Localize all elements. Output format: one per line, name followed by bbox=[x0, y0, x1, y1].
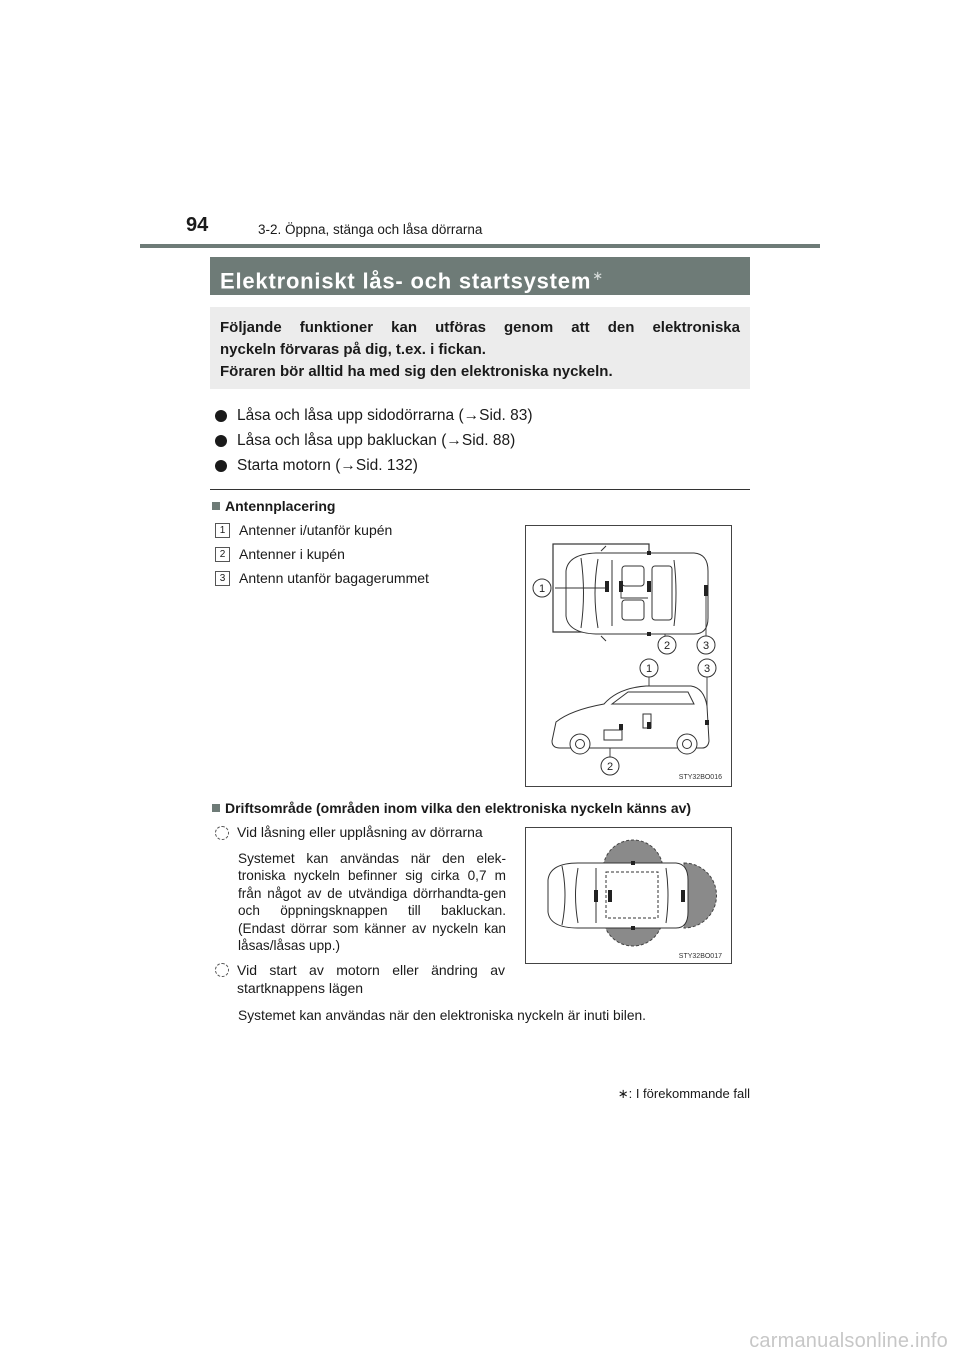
arrow-icon: → bbox=[463, 407, 480, 424]
bullet-icon bbox=[215, 435, 227, 447]
range-figure bbox=[525, 827, 732, 964]
callout-label: 1 bbox=[538, 583, 546, 595]
list-item bbox=[213, 453, 533, 478]
intro-line-3: Föraren bör alltid ha med sig den elektroniska nyckeln. bbox=[220, 363, 613, 380]
intro-line-1: Följande funktioner kan utföras genom att den elektroniska bbox=[220, 319, 740, 336]
antenna-heading bbox=[212, 498, 335, 514]
watermark: carmanualsonline.info bbox=[749, 1330, 948, 1352]
arrow-icon: → bbox=[446, 432, 462, 449]
arrow-icon: → bbox=[340, 457, 356, 474]
section-title: 3-2. Öppna, stänga och låsa dörrarna bbox=[258, 222, 483, 237]
function-label: Starta motorn ( bbox=[237, 457, 341, 474]
start-range-block bbox=[215, 962, 505, 997]
start-range-title bbox=[215, 962, 505, 997]
figure-code: STY32BO016 bbox=[678, 774, 722, 781]
square-bullet-icon bbox=[212, 804, 220, 812]
figure-code: STY32BO017 bbox=[678, 953, 722, 960]
antenna-label: Antenner i/utanför kupén bbox=[239, 522, 393, 538]
start-range-description: Systemet kan användas när den elektroniska nyckeln är inuti bilen. bbox=[238, 1008, 647, 1023]
callout-label: 2 bbox=[663, 640, 671, 652]
footnote-asterisk: ∗ bbox=[617, 1086, 629, 1101]
list-item bbox=[215, 522, 392, 538]
lock-range-title-text: Vid låsning eller upplåsning av dörrarna bbox=[237, 824, 483, 840]
page-title-text: Elektroniskt lås- och startsystem bbox=[220, 268, 592, 294]
number-badge: 3 bbox=[215, 571, 230, 586]
page-ref-link[interactable]: Sid. 88) bbox=[461, 432, 516, 449]
car-side-view-icon bbox=[552, 686, 709, 754]
range-zone-icon bbox=[215, 963, 229, 977]
antenna-heading-text: Antennplacering bbox=[225, 498, 336, 514]
page-number: 94 bbox=[186, 214, 209, 236]
list-item bbox=[215, 570, 429, 586]
square-bullet-icon bbox=[212, 502, 220, 510]
footnote-text: : I förekommande fall bbox=[628, 1086, 750, 1101]
antenna-label: Antenner i kupén bbox=[239, 546, 345, 562]
range-heading bbox=[212, 800, 691, 816]
intro-line-2: nyckeln förvaras på dig, t.ex. i fickan. bbox=[220, 341, 486, 358]
callout-label: 3 bbox=[702, 640, 710, 652]
car-top-view-icon bbox=[548, 863, 688, 928]
function-label: Låsa och låsa upp bakluckan ( bbox=[237, 432, 447, 449]
footnote bbox=[618, 1086, 750, 1102]
function-label: Låsa och låsa upp sidodörrarna ( bbox=[237, 407, 464, 424]
page-ref-link[interactable]: Sid. 132) bbox=[355, 457, 418, 474]
antenna-figure bbox=[525, 525, 732, 787]
list-item bbox=[213, 403, 533, 428]
function-list bbox=[213, 403, 533, 478]
callout-label: 1 bbox=[645, 663, 653, 675]
range-heading-text: Driftsområde (områden inom vilka den elektroniska nyckeln känns av) bbox=[225, 800, 692, 816]
list-item bbox=[213, 428, 533, 453]
bullet-icon bbox=[215, 460, 227, 472]
intro-box bbox=[210, 307, 750, 389]
page-title bbox=[210, 257, 750, 295]
lock-range-description: Systemet kan användas när den elek-troniska nyckeln befinner sig cirka 0,7 m från något av de utvändiga dörrhandta-gen och öppningsknappen till bakluckan. (Endast dörrar som känner av nyckeln kan låsas/låsas upp.) bbox=[238, 850, 506, 953]
callout-label: 3 bbox=[703, 663, 711, 675]
car-top-view-icon bbox=[566, 546, 708, 641]
antenna-label: Antenn utanför bagagerummet bbox=[239, 570, 429, 586]
callout-label: 2 bbox=[606, 761, 614, 773]
section-divider bbox=[210, 489, 750, 490]
range-zone-icon bbox=[215, 826, 229, 840]
lock-range-title bbox=[215, 824, 506, 842]
number-badge: 2 bbox=[215, 547, 230, 562]
title-asterisk: ∗ bbox=[592, 268, 604, 283]
number-badge: 1 bbox=[215, 523, 230, 538]
header-rule bbox=[140, 244, 820, 248]
list-item bbox=[215, 546, 345, 562]
range-diagram bbox=[526, 828, 731, 963]
page-ref-link[interactable]: Sid. 83) bbox=[479, 407, 533, 424]
antenna-diagram bbox=[526, 526, 731, 786]
start-range-title-text: Vid start av motorn eller ändring av startknappens lägen bbox=[237, 962, 505, 996]
bullet-icon bbox=[215, 410, 227, 422]
lock-range-block bbox=[215, 824, 506, 955]
